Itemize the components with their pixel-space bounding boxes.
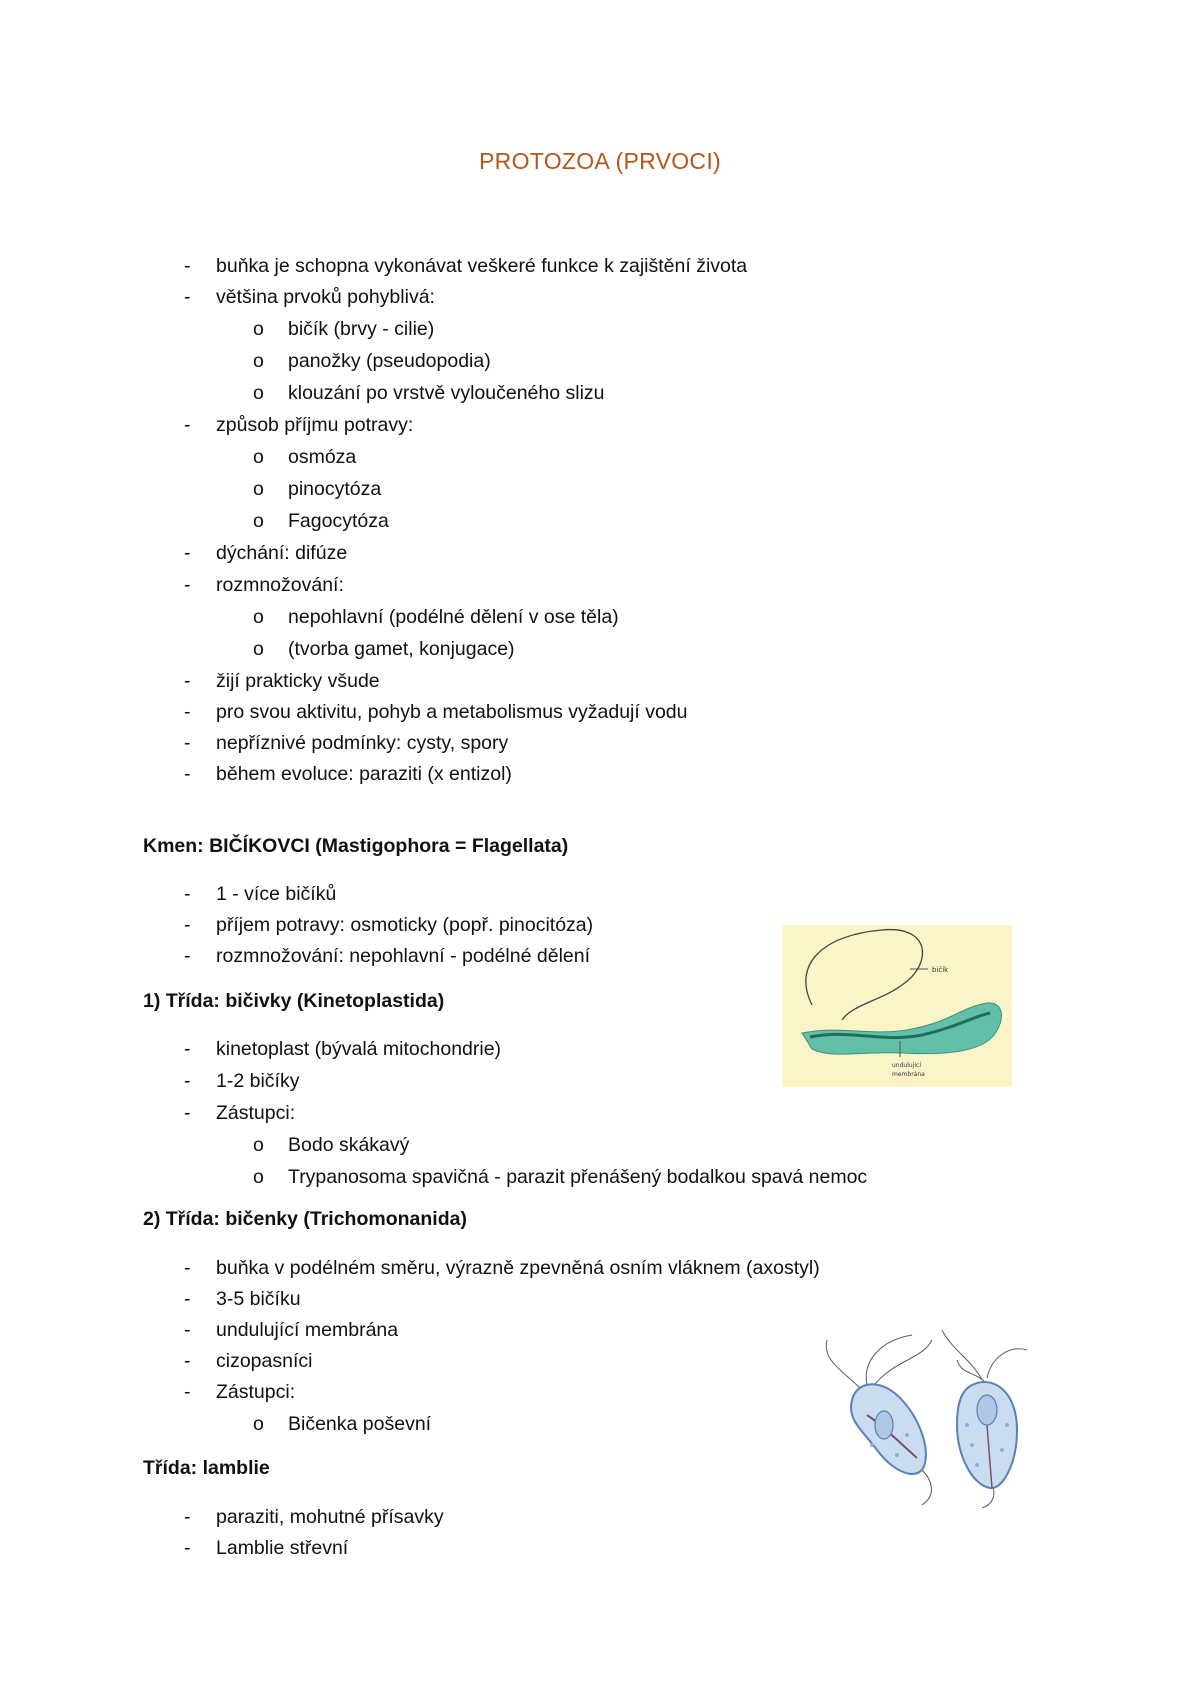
trichomonas-figure bbox=[822, 1330, 1032, 1510]
trichomonas-illustration bbox=[822, 1330, 1032, 1510]
circle-bullet: o bbox=[253, 1413, 264, 1435]
list-item-text: cizopasníci bbox=[216, 1350, 313, 1372]
list-item-text: rozmnožování: bbox=[216, 574, 344, 596]
trypanosoma-illustration bbox=[782, 925, 1012, 1087]
dash-bullet: - bbox=[184, 1070, 191, 1092]
document-title: PROTOZOA (PRVOCI) bbox=[479, 148, 721, 174]
list-item-text: 3-5 bičíku bbox=[216, 1288, 301, 1310]
list-item-text: panožky (pseudopodia) bbox=[288, 350, 491, 372]
dash-bullet: - bbox=[184, 1350, 191, 1372]
dash-bullet: - bbox=[184, 286, 191, 308]
list-item-text: příjem potravy: osmoticky (popř. pinocitóza) bbox=[216, 914, 594, 936]
figure1-label-membrane-2: membrána bbox=[892, 1071, 925, 1078]
list-item-text: rozmnožování: nepohlavní - podélné dělení bbox=[216, 945, 591, 967]
circle-bullet: o bbox=[253, 318, 264, 340]
section-heading-kmen: Kmen: BIČÍKOVCI (Mastigophora = Flagellata) bbox=[143, 835, 569, 857]
dash-bullet: - bbox=[184, 542, 191, 564]
list-item-text: žijí prakticky všude bbox=[216, 670, 380, 692]
dash-bullet: - bbox=[184, 1257, 191, 1279]
dash-bullet: - bbox=[184, 1381, 191, 1403]
dash-bullet: - bbox=[184, 701, 191, 723]
dash-bullet: - bbox=[184, 1038, 191, 1060]
list-item-text: Fagocytóza bbox=[288, 510, 389, 532]
section-heading-trida2: 2) Třída: bičenky (Trichomonanida) bbox=[143, 1208, 467, 1230]
dash-bullet: - bbox=[184, 945, 191, 967]
dash-bullet: - bbox=[184, 1102, 191, 1124]
list-item-text: 1-2 bičíky bbox=[216, 1070, 300, 1092]
list-item-text: pinocytóza bbox=[288, 478, 382, 500]
list-item-text: undulující membrána bbox=[216, 1319, 399, 1341]
section-heading-trida3: Třída: lamblie bbox=[143, 1457, 270, 1479]
list-item-text: Bodo skákavý bbox=[288, 1134, 410, 1156]
list-item-text: způsob příjmu potravy: bbox=[216, 414, 414, 436]
list-item-text: nepohlavní (podélné dělení v ose těla) bbox=[288, 606, 619, 628]
list-item-text: (tvorba gamet, konjugace) bbox=[288, 638, 515, 660]
dash-bullet: - bbox=[184, 414, 191, 436]
circle-bullet: o bbox=[253, 1134, 264, 1156]
list-item-text: buňka je schopna vykonávat veškeré funkce k zajištění života bbox=[216, 255, 748, 277]
circle-bullet: o bbox=[253, 446, 264, 468]
list-item-text: buňka v podélném směru, výrazně zpevněná osním vláknem (axostyl) bbox=[216, 1257, 820, 1279]
dash-bullet: - bbox=[184, 670, 191, 692]
list-item-text: Lamblie střevní bbox=[216, 1537, 349, 1559]
list-item-text: klouzání po vrstvě vyloučeného slizu bbox=[288, 382, 605, 404]
list-item-text: bičík (brvy - cilie) bbox=[288, 318, 435, 340]
dash-bullet: - bbox=[184, 763, 191, 785]
list-item-text: pro svou aktivitu, pohyb a metabolismus vyžadují vodu bbox=[216, 701, 688, 723]
dash-bullet: - bbox=[184, 732, 191, 754]
dash-bullet: - bbox=[184, 255, 191, 277]
dash-bullet: - bbox=[184, 1288, 191, 1310]
list-item-text: paraziti, mohutné přísavky bbox=[216, 1506, 444, 1528]
section-heading-trida1: 1) Třída: bičivky (Kinetoplastida) bbox=[143, 990, 445, 1012]
list-item-text: dýchání: difúze bbox=[216, 542, 348, 564]
list-item-text: kinetoplast (bývalá mitochondrie) bbox=[216, 1038, 502, 1060]
dash-bullet: - bbox=[184, 1319, 191, 1341]
list-item-text: 1 - více bičíků bbox=[216, 883, 337, 905]
dash-bullet: - bbox=[184, 914, 191, 936]
circle-bullet: o bbox=[253, 606, 264, 628]
list-item-text: Bičenka poševní bbox=[288, 1413, 432, 1435]
dash-bullet: - bbox=[184, 883, 191, 905]
list-item-text: Trypanosoma spavičná - parazit přenášený bodalkou spavá nemoc bbox=[288, 1166, 868, 1188]
dash-bullet: - bbox=[184, 574, 191, 596]
dash-bullet: - bbox=[184, 1506, 191, 1528]
figure1-label-membrane-1: undulující bbox=[892, 1062, 921, 1069]
trypanosoma-figure bbox=[782, 925, 1012, 1087]
circle-bullet: o bbox=[253, 350, 264, 372]
circle-bullet: o bbox=[253, 1166, 264, 1188]
circle-bullet: o bbox=[253, 638, 264, 660]
list-item-text: Zástupci: bbox=[216, 1381, 296, 1403]
circle-bullet: o bbox=[253, 478, 264, 500]
figure1-label-flagellum: bičík bbox=[932, 966, 949, 974]
list-item-text: během evoluce: paraziti (x entizol) bbox=[216, 763, 512, 785]
circle-bullet: o bbox=[253, 510, 264, 532]
dash-bullet: - bbox=[184, 1537, 191, 1559]
list-item-text: osmóza bbox=[288, 446, 357, 468]
list-item-text: Zástupci: bbox=[216, 1102, 296, 1124]
circle-bullet: o bbox=[253, 382, 264, 404]
list-item-text: většina prvoků pohyblivá: bbox=[216, 286, 435, 308]
list-item-text: nepříznivé podmínky: cysty, spory bbox=[216, 732, 509, 754]
